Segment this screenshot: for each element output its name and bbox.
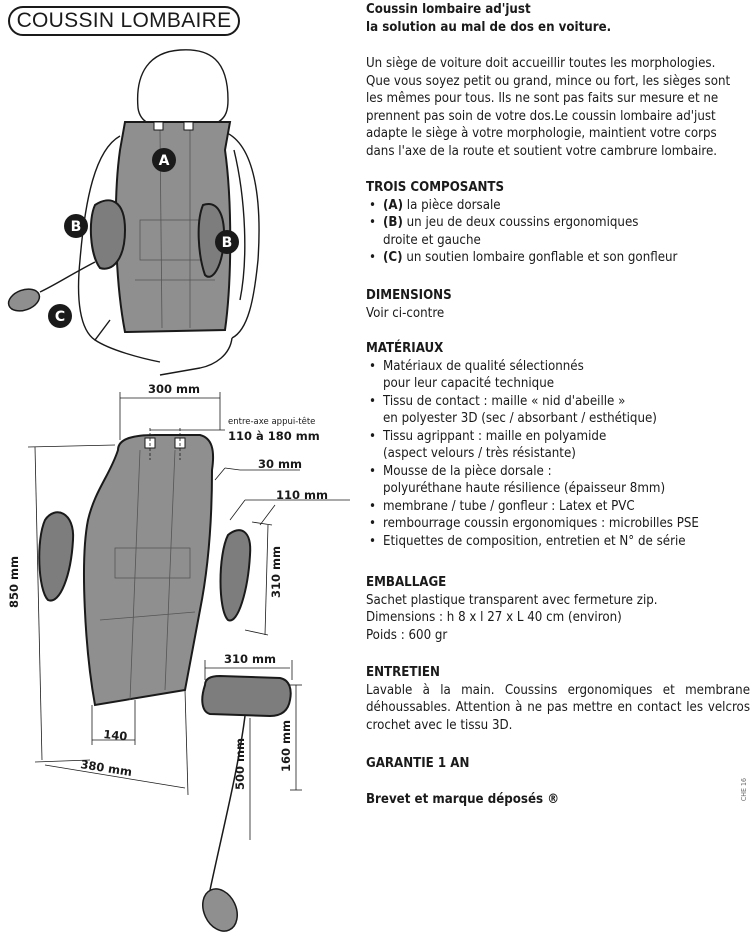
list-item: • Mousse de la pièce dorsale : polyuréthane haute résilience (épaisseur 8mm) — [366, 463, 750, 498]
emballage-line: Poids : 600 gr — [366, 627, 448, 643]
dimensions-text: Voir ci-contre — [366, 305, 445, 321]
reference-code: CHE 16 — [740, 778, 748, 802]
label-a-badge — [152, 148, 176, 172]
dim-850: 850 mm — [7, 556, 21, 608]
label-b-right: B — [221, 235, 233, 251]
entretien-heading: ENTRETIEN — [366, 665, 440, 680]
label-c-badge — [48, 304, 72, 328]
emballage-line: Sachet plastique transparent avec fermeture zip. — [366, 592, 658, 608]
intro-line: prennent pas soin de votre dos.Le coussin lombaire ad'just — [366, 108, 716, 124]
label-c: C — [54, 309, 66, 325]
page-title: COUSSIN LOMBAIRE — [8, 6, 240, 36]
list-item: • Tissu de contact : maille « nid d'abeille » en polyester 3D (sec / absorbant / esthétique) — [366, 393, 750, 428]
label-a: A — [158, 153, 170, 169]
pump-bulb-top — [6, 285, 43, 315]
intro-line: adapte le siège à votre morphologie, maintient votre corps — [366, 126, 717, 141]
composants-section — [366, 179, 750, 267]
intro-line: Que vous soyez petit ou grand, mince ou fort, les sièges sont — [366, 73, 731, 89]
materiaux-section — [366, 340, 750, 550]
composants-heading: TROIS COMPOSANTS — [366, 180, 505, 195]
side-cushion-left — [91, 200, 125, 268]
intro-paragraph — [366, 55, 750, 160]
pump-bulb — [196, 883, 244, 933]
dim-110: 110 mm — [276, 488, 328, 502]
emballage-heading: EMBALLAGE — [366, 575, 447, 590]
list-item: • (B) un jeu de deux coussins ergonomiques droite et gauche — [366, 214, 750, 249]
intro-line: dans l'axe de la route et soutient votre cambrure lombaire. — [366, 143, 718, 159]
brevet-text: Brevet et marque déposés ® — [366, 792, 560, 807]
list-item: • (C) un soutien lombaire gonflable et son gonfleur — [366, 249, 750, 267]
product-illustration — [0, 40, 360, 933]
dim-310-horizontal: 310 mm — [224, 652, 276, 666]
dim-500: 500 mm — [233, 738, 247, 790]
intro-line: Un siège de voiture doit accueillir toutes les morphologies. — [366, 56, 716, 71]
emballage-line: Dimensions : h 8 x l 27 x L 40 cm (environ) — [366, 610, 622, 625]
list-item: • Tissu agrippant : maille en polyamide (aspect velours / très résistante) — [366, 428, 750, 463]
emballage-section — [366, 574, 750, 644]
dim-entre-axe-label: entre-axe appui-tête — [228, 417, 316, 427]
intro-heading-line2: la solution au mal de dos en voiture. — [366, 19, 612, 35]
list-item: • rembourrage coussin ergonomiques : microbilles PSE — [366, 515, 750, 533]
list-item: • Etiquettes de composition, entretien et N° de série — [366, 533, 750, 551]
dim-300: 300 mm — [148, 382, 200, 396]
dimensions-section — [366, 287, 750, 322]
intro-heading — [366, 1, 611, 36]
label-b-right-badge — [215, 230, 239, 254]
lumbar-pillow — [202, 676, 290, 716]
entretien-section — [366, 664, 750, 734]
intro-line: les mêmes pour tous. Ils ne sont pas faits sur mesure et ne — [366, 91, 719, 106]
list-item: • (A) la pièce dorsale — [366, 197, 750, 215]
garantie-section — [366, 755, 750, 773]
label-b-left: B — [70, 219, 82, 235]
entretien-text: Lavable à la main. Coussins ergonomiques et membrane déhoussables. Attention à ne pas mettre en contact les velcros crochet avec le tissu 3D. — [366, 682, 750, 733]
intro-heading-line1: Coussin lombaire ad'just — [366, 2, 531, 17]
materiaux-heading: MATÉRIAUX — [366, 341, 444, 356]
headrest — [138, 50, 228, 128]
dim-380: 380 mm — [79, 757, 134, 780]
dimensions-heading: DIMENSIONS — [366, 288, 452, 303]
dim-160: 160 mm — [279, 720, 293, 772]
left-cushion-flat — [39, 512, 73, 600]
garantie-text: GARANTIE 1 AN — [366, 756, 470, 771]
dim-310-vertical: 310 mm — [269, 546, 283, 598]
right-cushion-flat — [221, 530, 251, 620]
list-item: • membrane / tube / gonfleur : Latex et PVC — [366, 498, 750, 516]
back-piece-flat — [84, 435, 213, 705]
dim-entre-axe-value: 110 à 180 mm — [228, 429, 320, 443]
dim-140: 140 — [102, 727, 129, 744]
brevet-section — [366, 791, 750, 809]
list-item: • Matériaux de qualité sélectionnés pour leur capacité technique — [366, 358, 750, 393]
label-b-left-badge — [64, 214, 88, 238]
dim-30: 30 mm — [258, 457, 302, 471]
